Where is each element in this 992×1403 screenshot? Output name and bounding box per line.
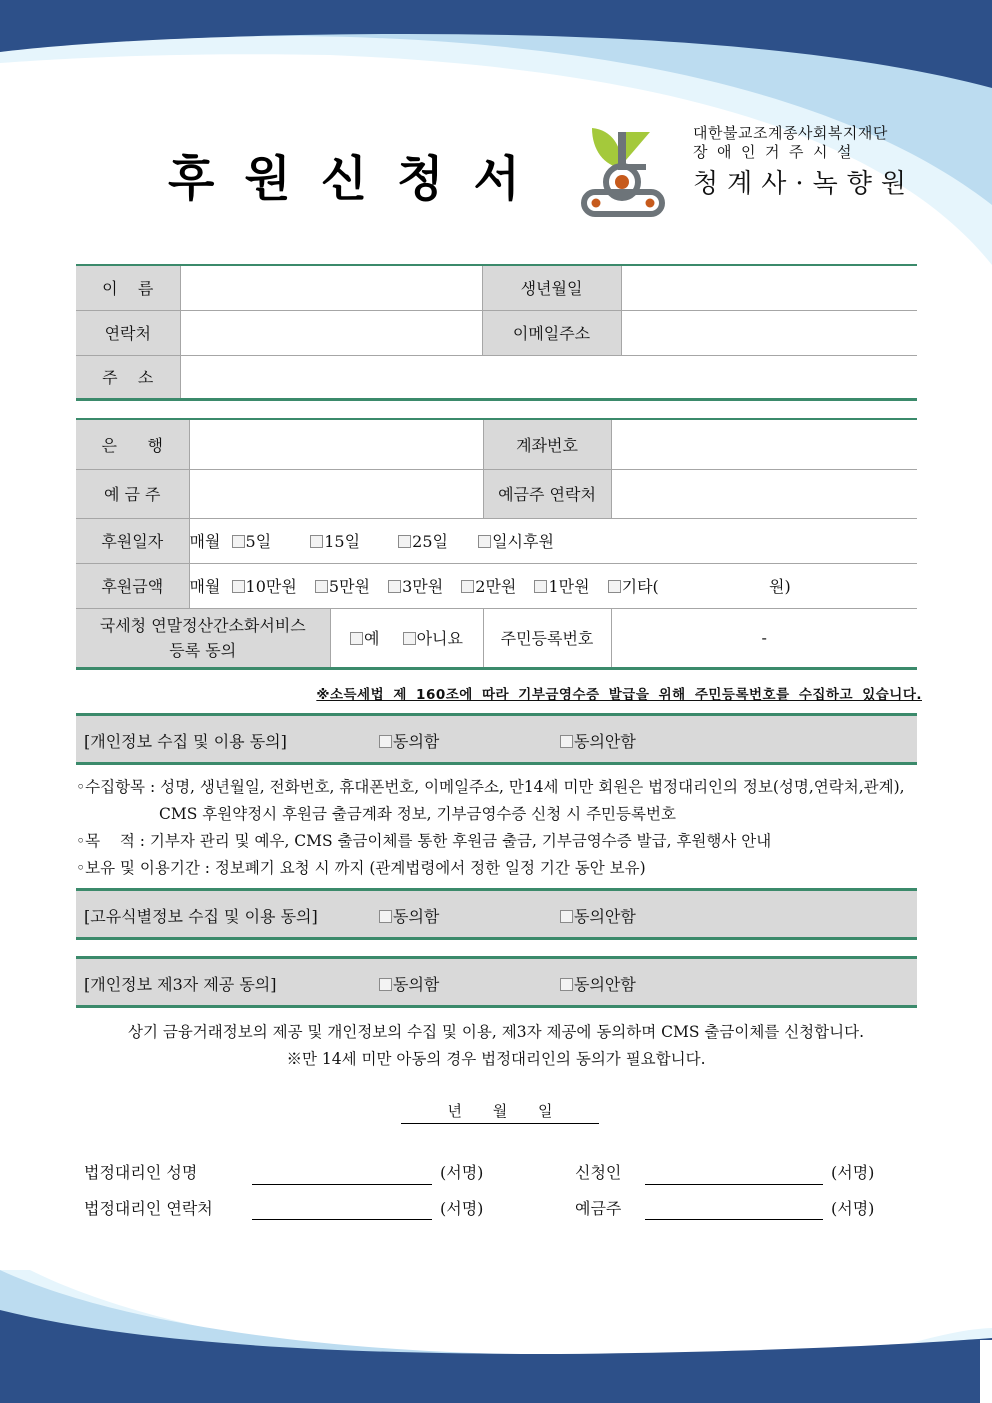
email-label: 이메일주소 <box>482 310 621 355</box>
checkbox-icon[interactable] <box>379 978 392 991</box>
foundation-logo-icon <box>578 120 668 220</box>
organization-block <box>693 124 915 204</box>
name-label: 이 름 <box>76 265 180 310</box>
guardian-name-sign: (서명) <box>440 1163 484 1182</box>
checkbox-icon[interactable] <box>350 632 363 645</box>
address-label: 주 소 <box>76 355 180 399</box>
checkbox-icon[interactable] <box>379 910 392 923</box>
checkbox-icon[interactable] <box>232 535 245 548</box>
retention-period: ◦보유 및 이용기간 : 정보폐기 요청 시 까지 (관계법령에서 정한 일정 기간 동안 보유) <box>76 859 646 877</box>
amount-option-other[interactable]: 기타( <box>608 574 659 597</box>
consent-agree-option[interactable]: 동의함 <box>379 904 439 927</box>
nts-option-yes[interactable]: 예 <box>350 626 379 649</box>
payment-info-table <box>76 418 917 670</box>
consent-title: [고유식별정보 수집 및 이용 동의] <box>84 907 318 926</box>
guardian-phone-label: 법정대리인 연락처 <box>84 1199 213 1218</box>
email-field[interactable] <box>621 310 917 355</box>
checkbox-icon[interactable] <box>560 910 573 923</box>
date-option-15[interactable]: 15일 <box>310 529 360 552</box>
consent-personal-info <box>76 713 917 765</box>
account-holder-label: 예 금 주 <box>76 469 189 518</box>
collected-items: ◦수집항목 : 성명, 생년월일, 전화번호, 휴대폰번호, 이메일주소, 만14세 미만 회원은 법정대리인의 정보(성명,연락처,관계), <box>76 778 905 796</box>
account-holder-line[interactable] <box>645 1219 823 1220</box>
collection-purpose: ◦목 적 : 기부자 관리 및 예우, CMS 출금이체를 통한 후원금 출금, 기부금영수증 발급, 후원행사 안내 <box>76 832 772 850</box>
logo-wheel-right <box>646 199 655 208</box>
account-holder-sign: (서명) <box>831 1199 875 1218</box>
tax-law-notice: ※소득세법 제 160조에 따라 기부금영수증 발급을 위해 주민등록번호를 수집하고 있습니다. <box>316 687 922 703</box>
name-field[interactable] <box>180 265 482 310</box>
checkbox-icon[interactable] <box>478 535 491 548</box>
account-holder-sign-label: 예금주 <box>575 1199 622 1218</box>
org-facility-type: 장애인거주시설 <box>693 143 861 161</box>
checkbox-icon[interactable] <box>379 735 392 748</box>
date-option-one-time[interactable]: 일시후원 <box>478 529 554 552</box>
guardian-phone-sign: (서명) <box>440 1199 484 1218</box>
donation-amount-label: 후원금액 <box>76 563 189 608</box>
phone-label: 연락처 <box>76 310 180 355</box>
bank-field[interactable] <box>189 419 483 469</box>
privacy-details <box>76 774 905 882</box>
checkbox-icon[interactable] <box>403 632 416 645</box>
applicant-line[interactable] <box>645 1184 823 1185</box>
consent-unique-id <box>76 888 917 940</box>
applicant-label: 신청인 <box>575 1163 622 1182</box>
amount-option-50k[interactable]: 5만원 <box>315 574 370 597</box>
guardian-name-label: 법정대리인 성명 <box>84 1163 198 1182</box>
logo-leaf-right <box>626 132 650 160</box>
guardian-name-line[interactable] <box>252 1184 432 1185</box>
monthly-prefix: 매월 <box>189 577 221 596</box>
nts-option-no[interactable]: 아니요 <box>403 626 463 649</box>
account-holder-field[interactable] <box>189 469 483 518</box>
checkbox-icon[interactable] <box>608 580 621 593</box>
donation-amount-options <box>189 563 917 608</box>
checkbox-icon[interactable] <box>461 580 474 593</box>
date-option-25[interactable]: 25일 <box>398 529 448 552</box>
amount-option-30k[interactable]: 3만원 <box>388 574 443 597</box>
amount-option-20k[interactable]: 2만원 <box>461 574 516 597</box>
day-label: 일 <box>538 1102 553 1120</box>
page-title: 후원신청서 <box>168 151 550 207</box>
date-option-5[interactable]: 5일 <box>232 529 272 552</box>
org-foundation-name: 대한불교조계종사회복지재단 <box>693 124 888 142</box>
donation-date-options <box>189 518 917 563</box>
logo-center-dot <box>615 175 629 189</box>
checkbox-icon[interactable] <box>534 580 547 593</box>
consent-disagree-option[interactable]: 동의안함 <box>560 904 636 927</box>
checkbox-icon[interactable] <box>560 978 573 991</box>
birthdate-label: 생년월일 <box>482 265 621 310</box>
checkbox-icon[interactable] <box>310 535 323 548</box>
checkbox-icon[interactable] <box>388 580 401 593</box>
other-amount-suffix: 원) <box>768 577 791 596</box>
personal-info-table <box>76 264 917 401</box>
consent-title: [개인정보 수집 및 이용 동의] <box>84 732 287 751</box>
logo-leaf-left <box>592 128 622 168</box>
agreement-statement: 상기 금융거래정보의 제공 및 개인정보의 수집 및 이용, 제3자 제공에 동의하며 CMS 출금이체를 신청합니다. <box>127 1023 864 1041</box>
application-date[interactable] <box>401 1100 599 1124</box>
amount-option-10k[interactable]: 1만원 <box>534 574 589 597</box>
consent-disagree-option[interactable]: 동의안함 <box>560 972 636 995</box>
consent-title: [개인정보 제3자 제공 동의] <box>84 975 277 994</box>
nts-consent-label: 국세청 연말정산간소화서비스 등록 동의 <box>76 608 330 668</box>
guardian-phone-line[interactable] <box>252 1219 432 1220</box>
donation-date-label: 후원일자 <box>76 518 189 563</box>
logo-wheel-left <box>592 199 601 208</box>
bank-label: 은 행 <box>76 419 189 469</box>
holder-phone-field[interactable] <box>611 469 917 518</box>
monthly-prefix: 매월 <box>189 532 221 551</box>
year-label: 년 <box>447 1102 462 1120</box>
minor-guardian-notice: ※만 14세 미만 아동의 경우 법정대리인의 동의가 필요합니다. <box>286 1050 706 1068</box>
checkbox-icon[interactable] <box>398 535 411 548</box>
holder-phone-label: 예금주 연락처 <box>483 469 611 518</box>
consent-third-party <box>76 956 917 1008</box>
rrn-field[interactable]: - <box>611 608 917 668</box>
rrn-label: 주민등록번호 <box>483 608 611 668</box>
address-field[interactable] <box>180 355 917 399</box>
account-number-label: 계좌번호 <box>483 419 611 469</box>
consent-agree-option[interactable]: 동의함 <box>379 972 439 995</box>
amount-option-100k[interactable]: 10만원 <box>232 574 297 597</box>
consent-agree-option[interactable]: 동의함 <box>379 729 439 752</box>
org-facility-name: 청계사·녹향원 <box>693 169 915 199</box>
checkbox-icon[interactable] <box>315 580 328 593</box>
checkbox-icon[interactable] <box>232 580 245 593</box>
phone-field[interactable] <box>180 310 482 355</box>
applicant-sign: (서명) <box>831 1163 875 1182</box>
nts-consent-options <box>330 608 483 668</box>
checkbox-icon[interactable] <box>560 735 573 748</box>
birthdate-field[interactable] <box>621 265 917 310</box>
month-label: 월 <box>492 1102 508 1120</box>
consent-disagree-option[interactable]: 동의안함 <box>560 729 636 752</box>
collected-items-cont: CMS 후원약정시 후원금 출금계좌 정보, 기부금영수증 신청 시 주민등록번호 <box>159 805 676 823</box>
account-number-field[interactable] <box>611 419 917 469</box>
